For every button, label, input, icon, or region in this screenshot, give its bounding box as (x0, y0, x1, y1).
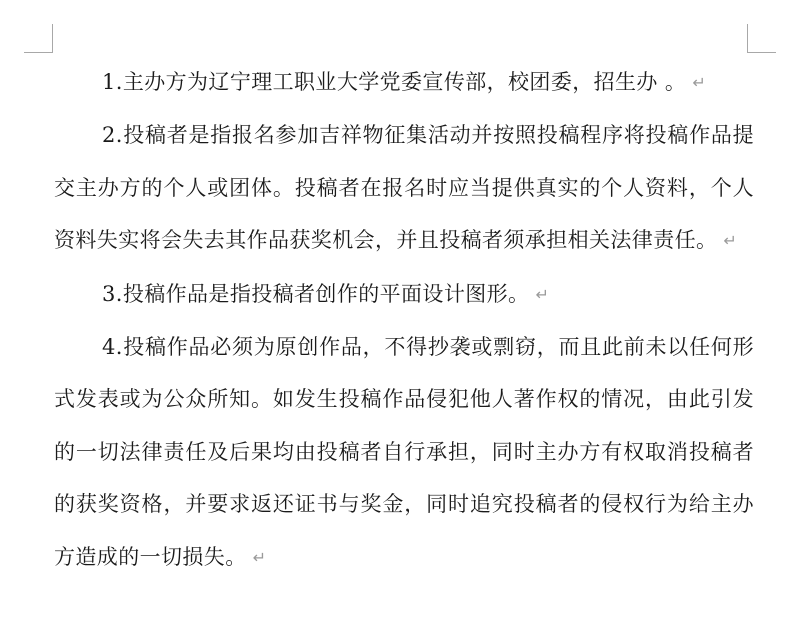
paragraph-mark-icon: ↵ (692, 73, 707, 92)
paragraph-mark-icon: ↵ (252, 547, 267, 567)
paragraph-text: 4.投稿作品必须为原创作品，不得抄袭或剽窃，而且此前未以任何形式发表或为公众所知。如发生投稿作品侵犯他人著作权的情况，由此引发的一切法律责任及后果均由投稿者自行承担，同时主办方有权取消投稿者的获奖资格，并要求返还证书与奖金，同时追究投稿者的侵权行为给主办方造成的一切损失。 (54, 335, 754, 569)
paragraph-3[interactable] (54, 268, 754, 321)
paragraph-4[interactable] (54, 321, 754, 584)
paragraph-1[interactable] (54, 56, 754, 109)
paragraph-2[interactable] (54, 109, 754, 267)
paragraph-text: 2.投稿者是指报名参加吉祥物征集活动并按照投稿程序将投稿作品提交主办方的个人或团体。投稿者在报名时应当提供真实的个人资料，个人资料失实将会失去其作品获奖机会，并且投稿者须承担相关法律责任。 (54, 123, 754, 253)
document-body[interactable] (54, 56, 754, 584)
paragraph-mark-icon: ↵ (723, 231, 738, 251)
paragraph-text: 1.主办方为辽宁理工职业大学党委宣传部，校团委，招生办 。 (102, 70, 687, 94)
paragraph-text: 3.投稿作品是指投稿者创作的平面设计图形。 (102, 281, 530, 306)
top-right-margin-mark (747, 24, 776, 53)
paragraph-mark-icon: ↵ (535, 284, 550, 304)
top-left-margin-mark (24, 24, 53, 53)
